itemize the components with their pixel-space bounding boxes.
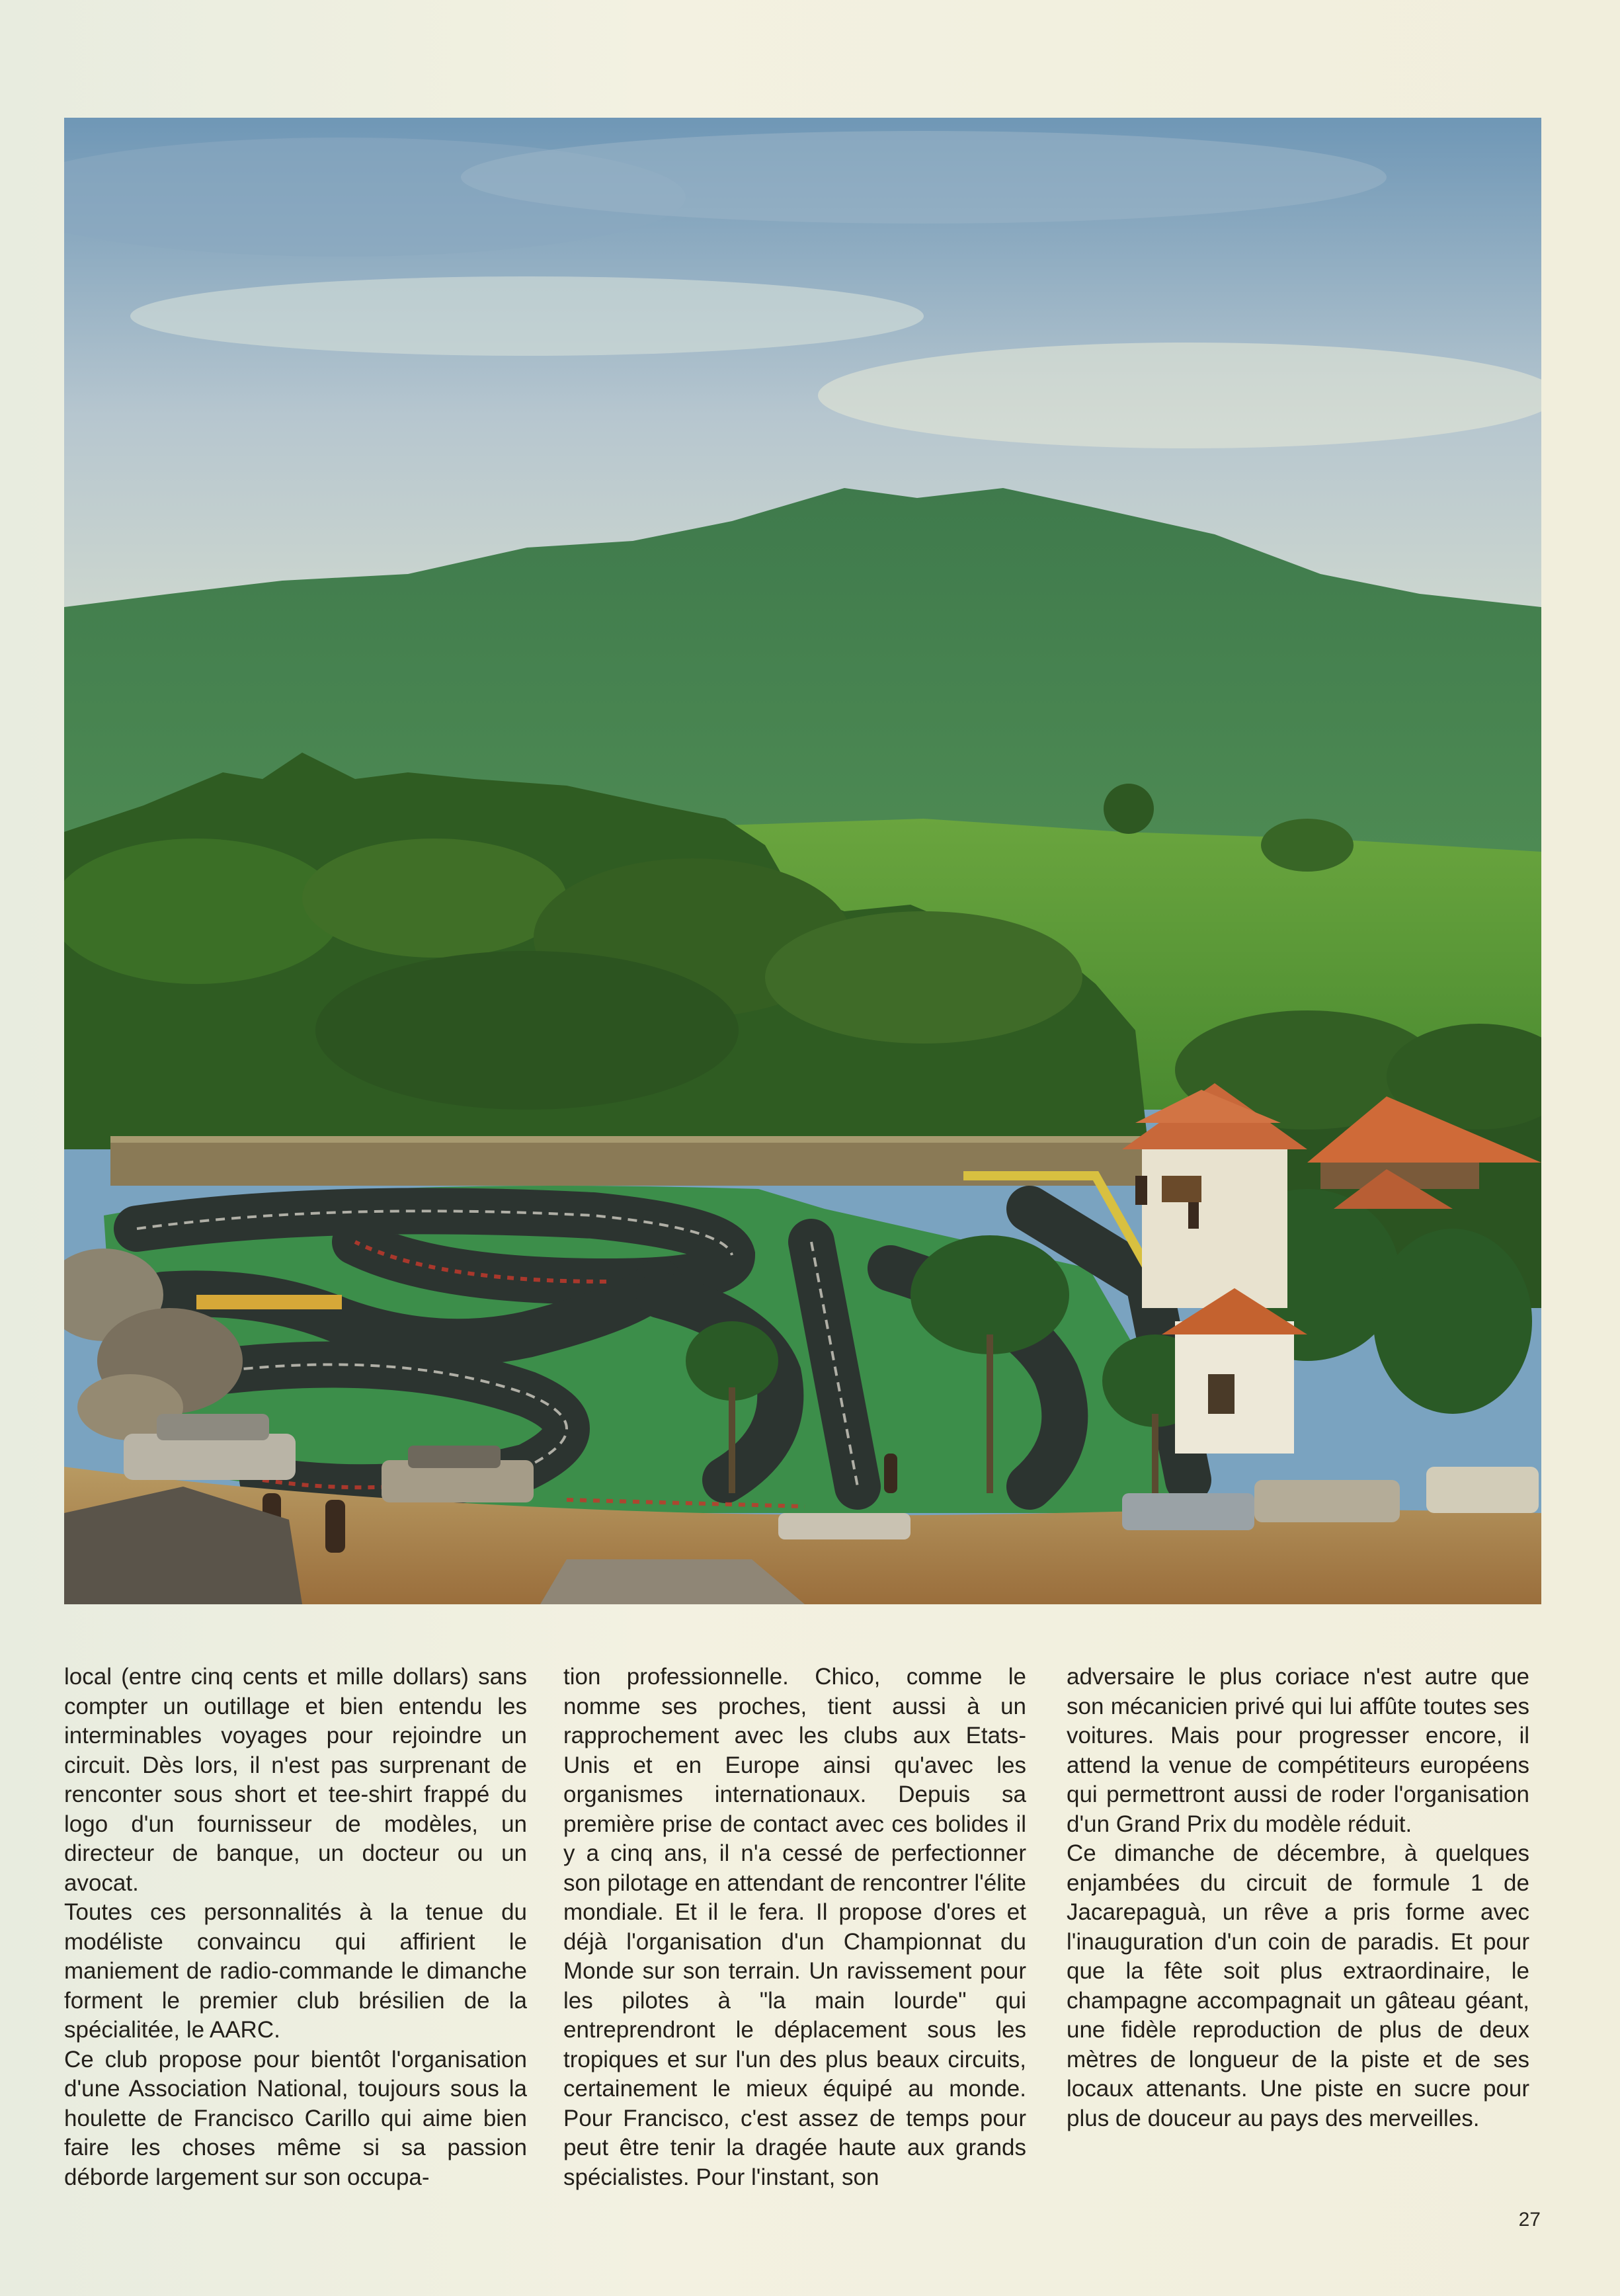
circuit-photo-illustration <box>64 118 1541 1604</box>
paragraph: tion professionnelle. Chico, comme le nomme ses proches, tient aussi à un rapprochement avec les clubs aux Etats-Unis et en Europe ainsi qu'avec les organismes internationaux. Depuis sa première prise de contact avec ces bolides il y a cinq ans, il n'a cessé de perfectionner son pilotage en attendant de rencontrer l'élite mondiale. Et il le fera. Il propose d'ores et déjà l'organisation d'un Championnat du Monde sur son terrain. Un ravissement pour les pilotes à "la main lourde" qui entreprendront le déplacement sous les tropiques et sur l'un des plus beaux circuits, certainement le mieux équipé au monde. Pour Francisco, c'est assez de temps pour peut être tenir la dragée haute aux grands spécialistes. Pour l'instant, son <box>563 1664 1026 2190</box>
text-column-1 <box>64 1662 527 2192</box>
paragraph: adversaire le plus coriace n'est autre que son mécanicien privé qui lui affûte toutes ses voitures. Mais pour progresser encore, il attend la venue de compétiteurs européens qui permettront aussi de roder l'organisation d'un Grand Prix du modèle réduit. <box>1067 1664 1529 1837</box>
paragraph: local (entre cinq cents et mille dollars) sans compter un outillage et bien entendu les interminables voyages pour rejoindre un circuit. Dès lors, il n'est pas surprenant de renconter sous short et tee-shirt frappé du logo d'un fournisseur de modèles, un directeur de banque, un docteur ou un avocat. <box>64 1664 527 1896</box>
paragraph: Toutes ces personnalités à la tenue du modéliste convaincu qui affirient le maniement de radio-commande le dimanche forment le premier club brésilien de la spécialitée, le AARC. <box>64 1899 527 2043</box>
paragraph: Ce club propose pour bientôt l'organisation d'une Association National, toujours sous la houlette de Francisco Carillo qui aime bien faire les choses même si sa passion déborde largement sur son occupa- <box>64 2046 527 2190</box>
paragraph: Ce dimanche de décembre, à quelques enjambées du circuit de formule 1 de Jacarepaguà, un rêve a pris forme avec l'inauguration d'un coin de paradis. Et pour que la fête soit plus extraordinaire, le champagne accompagnait un gâteau géant, une fidèle reproduction de plus de deux mètres de longueur de la piste et de ses locaux attenants. Une piste en sucre pour plus de douceur au pays des merveilles. <box>1067 1840 1529 2131</box>
circuit-photo <box>64 118 1541 1604</box>
page-number: 27 <box>1518 2209 1541 2231</box>
text-column-3 <box>1067 1662 1529 2133</box>
text-column-2 <box>563 1662 1026 2192</box>
